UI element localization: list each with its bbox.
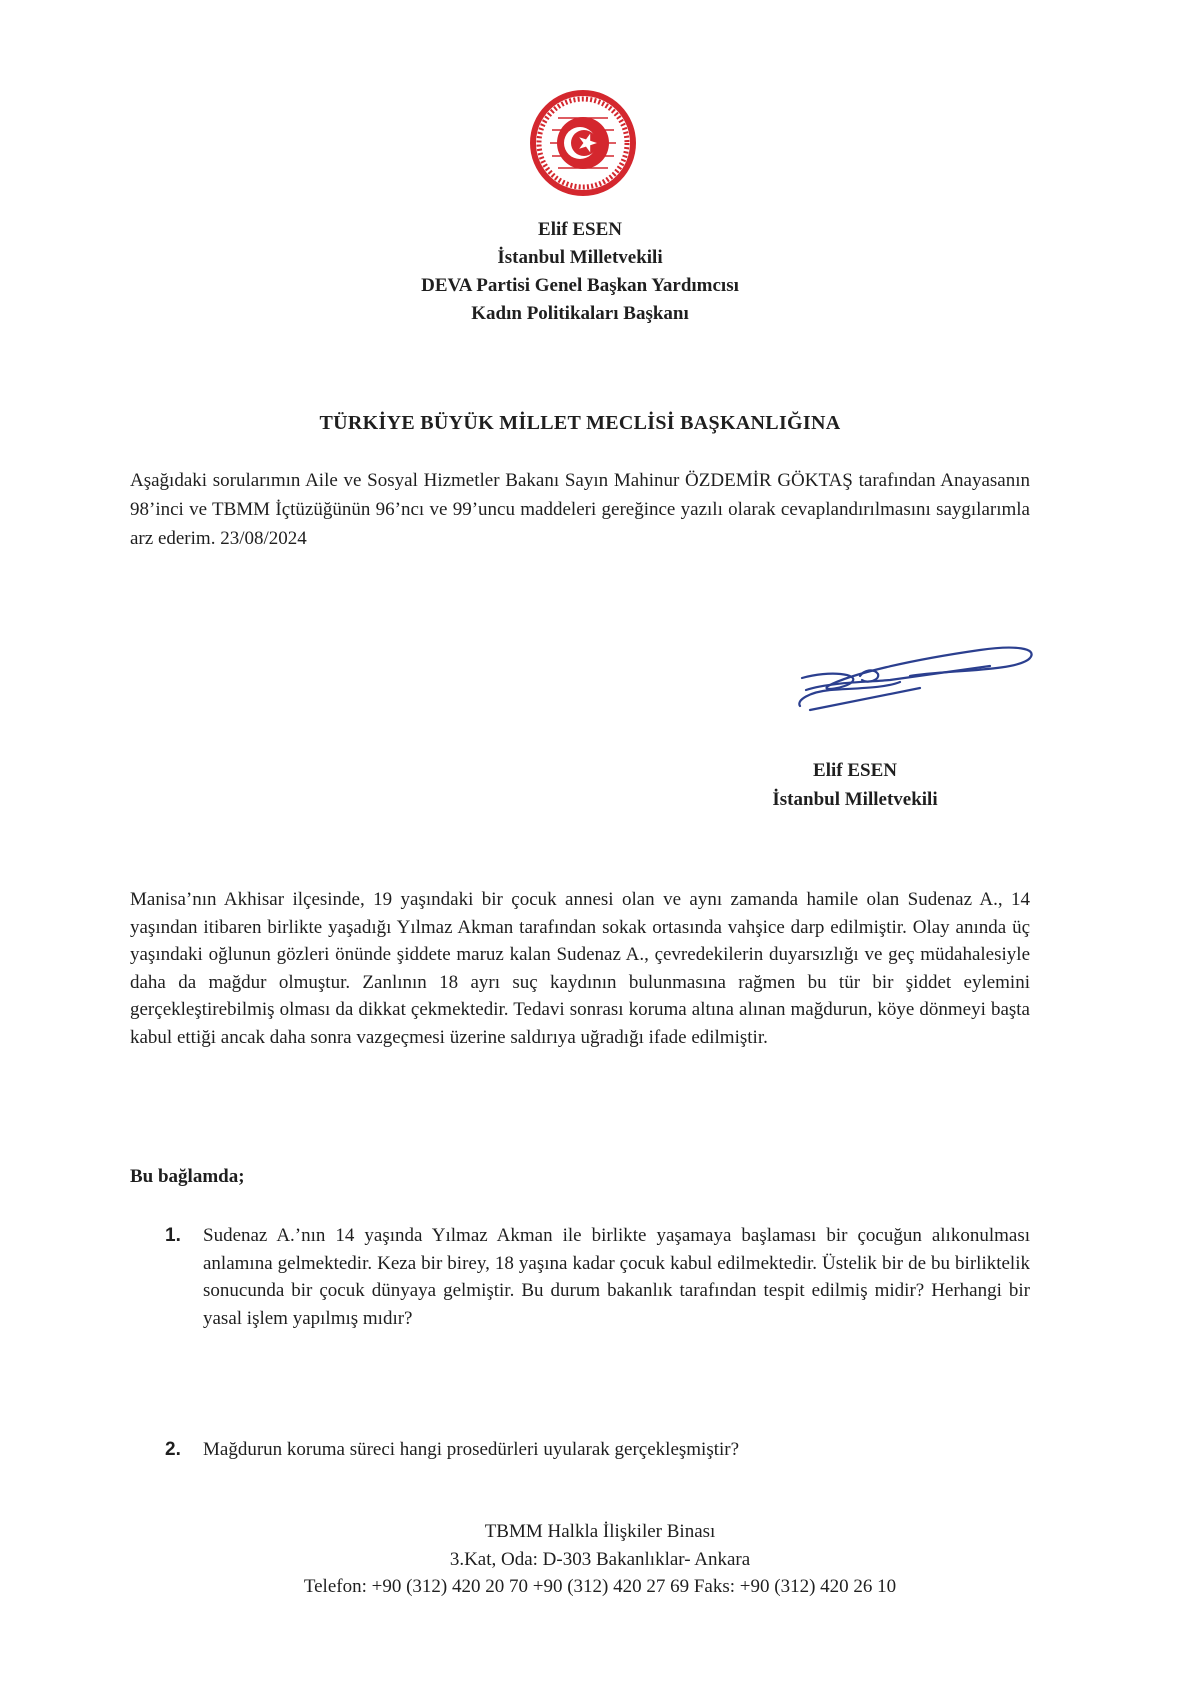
question-number: 2. [165, 1439, 181, 1460]
context-heading: Bu bağlamda; [130, 1166, 245, 1187]
question-number: 1. [165, 1225, 181, 1246]
footer-room: 3.Kat, Oda: D-303 Bakanlıklar- Ankara [449, 1548, 751, 1570]
question-text: Sudenaz A.’nın 14 yaşında Yılmaz Akman ile birlikte yaşamaya başlaması bir çocuğun alıkonulması anlamına gelmektedir. Keza bir birey, 18 yaşına kadar çocuk kabul edilmektedir. Üstelik bir de bu birliktelik sonucunda bir çocuk dünyaya gelmiştir. Bu durum bakanlık tarafından tespit edilmiş midir? Herhangi bir yasal işlem yapılmış mıdır? [203, 1225, 1030, 1329]
signatory-title: İstanbul Milletvekili [772, 789, 938, 810]
address-footer [0, 1518, 1200, 1601]
sender-title-women-policy: Kadın Politikaları Başkanı [471, 303, 689, 324]
addressee-heading: TÜRKİYE BÜYÜK MİLLET MECLİSİ BAŞKANLIĞINA [319, 412, 841, 434]
sender-title-party: DEVA Partisi Genel Başkan Yardımcısı [421, 275, 739, 296]
incident-paragraph: Manisa’nın Akhisar ilçesinde, 19 yaşındaki bir çocuk annesi olan ve aynı zamanda hamile olan Sudenaz A., 14 yaşından itibaren birlikte yaşadığı Yılmaz Akman tarafından sokak ortasında vahşice darp edilmiştir. Olay anında üç yaşındaki oğlunun gözleri önünde şiddete maruz kalan Sudenaz A., çevredekilerin duyarsızlığı ve geç müdahalesiyle daha da mağdur olmuştur. Zanlının 18 ayrı suç kaydının bulunmasına rağmen bu tür bir şiddet eylemini gerçekleştirebilmiş olması da dikkat çekmektedir. Tedavi sonrası koruma altına alınan mağdurun, köye dönmeyi başta kabul ettiği ancak daha sonra vazgeçmesi üzerine saldırıya uğradığı ifade edilmiştir. [130, 889, 1030, 1048]
signatory-name: Elif ESEN [813, 760, 897, 781]
sender-header [0, 216, 1160, 328]
question-item [165, 1436, 1030, 1464]
sender-title-deputy: İstanbul Milletvekili [497, 247, 663, 268]
footer-building: TBMM Halkla İlişkiler Binası [484, 1521, 716, 1542]
question-item [165, 1222, 1030, 1332]
intro-paragraph: Aşağıdaki sorularımın Aile ve Sosyal Hizmetler Bakanı Sayın Mahinur ÖZDEMİR GÖKTAŞ tarafından Anayasanın 98’inci ve TBMM İçtüzüğünün 96’ncı ve 99’uncu maddeleri gereğince yazılı olarak cevaplandırılmasını saygılarımla arz ederim. 23/08/2024 [130, 470, 1030, 549]
tbmm-seal-icon [528, 88, 638, 198]
footer-contact: Telefon: +90 (312) 420 20 70 +90 (312) 420 27 69 Faks: +90 (312) 420 26 10 [303, 1576, 897, 1597]
question-text: Mağdurun koruma süreci hangi prosedürleri uyularak gerçekleşmiştir? [203, 1439, 740, 1460]
sender-name: Elif ESEN [538, 219, 622, 240]
signatory-block [740, 756, 970, 814]
handwritten-signature [790, 630, 1040, 720]
